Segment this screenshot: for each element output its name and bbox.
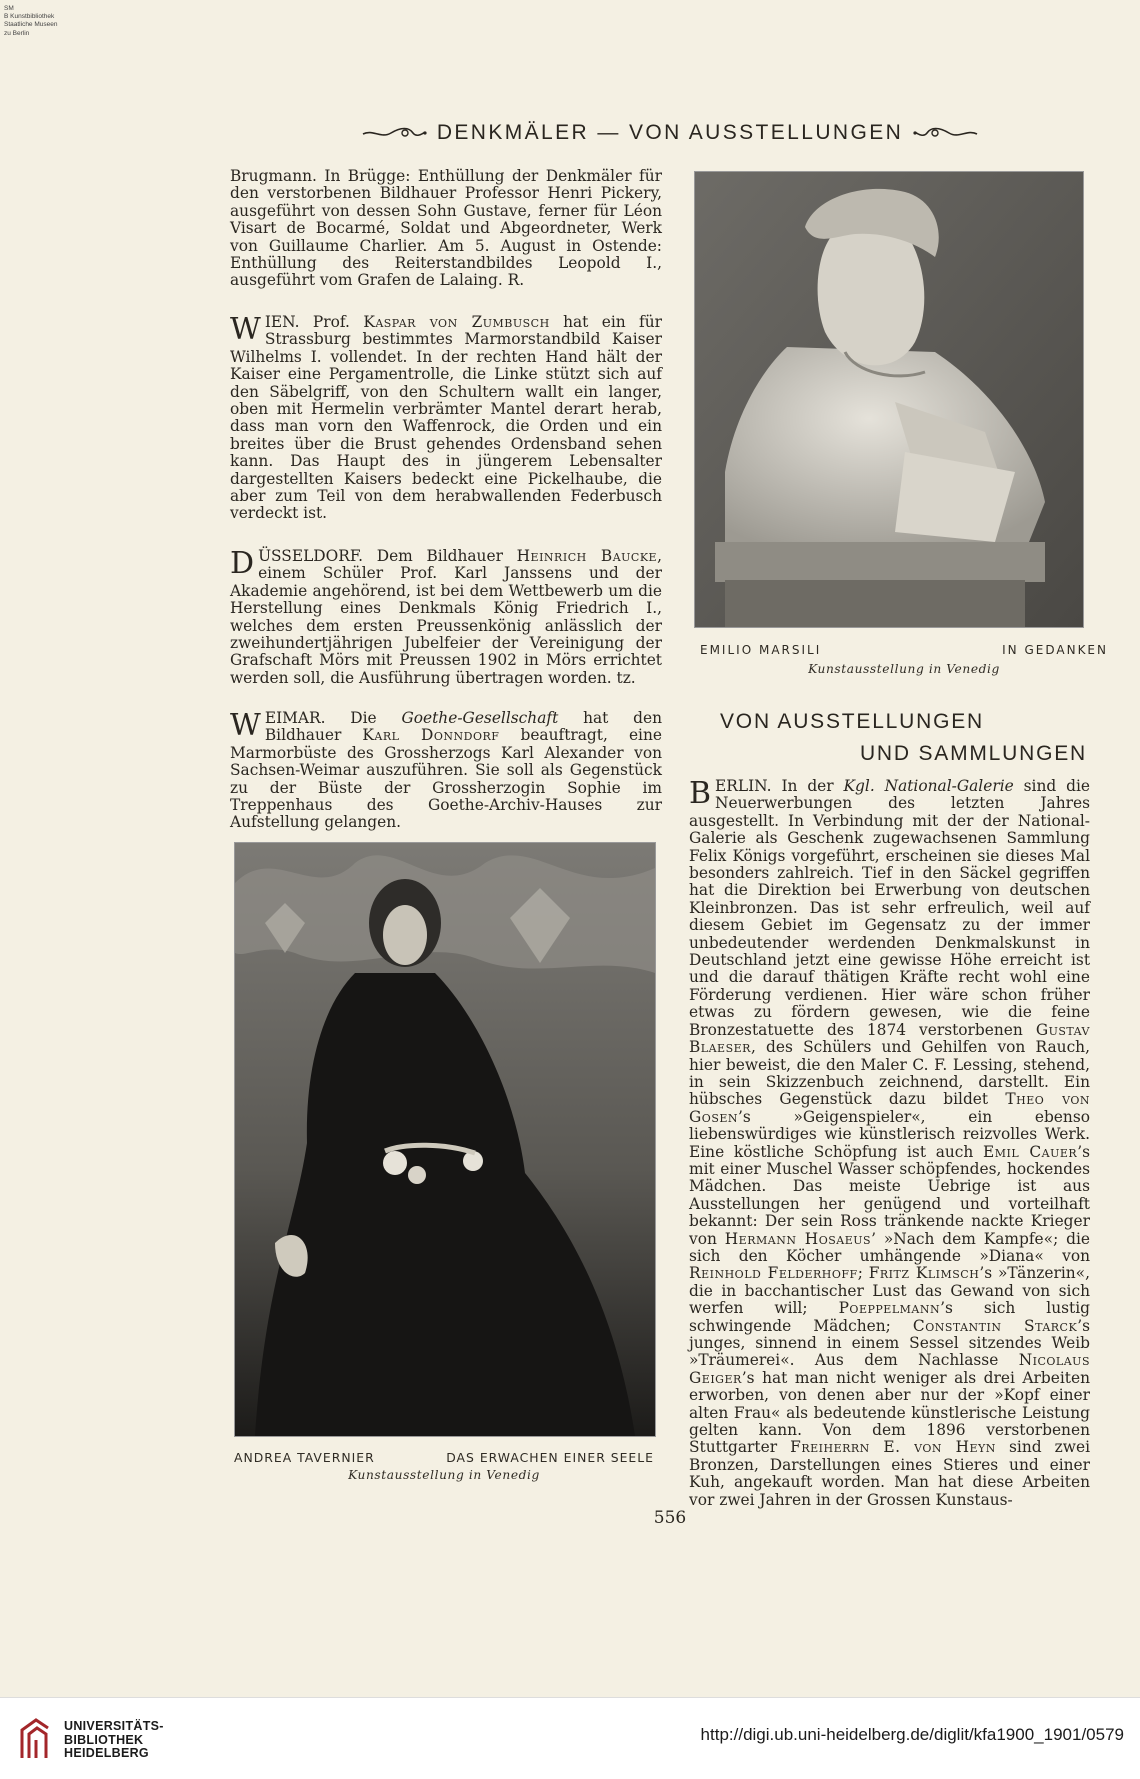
italic-term: Kgl. National-Galerie bbox=[843, 777, 1014, 795]
drop-cap: W bbox=[230, 708, 261, 743]
paragraph-text: sind zwei Bronzen, Darstellungen eines Stieres und einer Kuh, angekauft worden. Man hat diese Arbeiten vor zwei Jahren in der Grossen Kunstaus- bbox=[689, 1438, 1090, 1509]
paragraph-text: ’s sich lustig schwingende Mädchen; bbox=[689, 1299, 1090, 1335]
running-header bbox=[330, 118, 1010, 148]
bust-photo bbox=[695, 172, 1083, 627]
section-heading-line: VON AUSSTELLUNGEN bbox=[720, 710, 984, 733]
paragraph-wien bbox=[230, 314, 662, 523]
stamp-line: B Kunstbibliothek bbox=[4, 13, 55, 21]
plate-bust-image bbox=[694, 171, 1084, 628]
artist-name: Kaspar von Zumbusch bbox=[363, 313, 550, 331]
left-ornament-icon bbox=[361, 125, 427, 141]
paragraph-text: In der bbox=[771, 777, 844, 795]
caption-artist: EMILIO MARSILI bbox=[700, 643, 822, 657]
paragraph-text: ’s »Geigenspieler«, ein ebenso liebenswürdiges wie künstlerisch reizvolles Werk. Eine köstliche Schöpfung ist auch bbox=[689, 1107, 1090, 1161]
section-heading bbox=[700, 706, 1087, 770]
paragraph-text: ’s junges, sinnend in einem Sessel sitzendes Weib »Träumerei«. Aus dem Nachlasse bbox=[689, 1316, 1090, 1370]
library-name-line: HEIDELBERG bbox=[64, 1746, 149, 1760]
paragraph-text: beauftragt, eine Marmorbüste des Grossherzogs Karl Alexander von Sachsen-Weimar auszuführen. Sie soll als Gegenstück zu der Büste der Grossherzogin Sophie im Treppenhaus des Goethe-Archiv-Hauses zur Aufstellung gelangen. bbox=[230, 726, 663, 832]
paragraph-text: Die bbox=[325, 709, 402, 727]
artist-name: Heinrich Baucke bbox=[516, 547, 658, 565]
paragraph-brugmann bbox=[230, 168, 662, 290]
paragraph-duesseldorf bbox=[230, 548, 662, 687]
paragraph-text: ’s hat man nicht weniger als drei Arbeiten erworben, von denen aber nur der »Kopf einer alten Frau« als bedeutende künstlerische Leistung gelten kann. Von dem 1896 verstorbenen Stuttgarter bbox=[689, 1368, 1090, 1457]
paragraph-lead: IEN. bbox=[264, 313, 300, 331]
paragraph-text: , einem Schüler Prof. Karl Janssens und der Akademie angehörend, ist bei dem Wettbewerb um die Herstellung eines Denkmals König Friedrich I., welches dem ersten Preussenkönig anlässlich der zweihundertjährigen Jubelfeier der Vereinigung der Grafschaft Mörs mit Preussen 1902 in Mörs errichtet werden soll, die Ausführung übertragen worden. tz. bbox=[230, 547, 662, 687]
caption-portrait bbox=[234, 1450, 654, 1465]
stamp-line: SM bbox=[4, 5, 14, 12]
artist-name: Fritz Klimsch bbox=[868, 1264, 980, 1283]
caption-bust-sub: Kunstausstellung in Venedig bbox=[808, 662, 1000, 676]
caption-portrait-sub: Kunstausstellung in Venedig bbox=[348, 1468, 540, 1482]
stamp-line: Staatliche Museen bbox=[4, 21, 58, 29]
paragraph-text: , des Schülers und Gehilfen von Rauch, hier beweist, die den Maler C. F. Lessing, stehend, in sein Skizzenbuch zeichnend, darstellt. Ein hübsches Gegenstück dazu bildet bbox=[689, 1038, 1090, 1109]
artist-name: Nicolaus Geiger bbox=[689, 1351, 1090, 1387]
library-stamp bbox=[4, 5, 57, 38]
paragraph-lead: ÜSSELDORF. bbox=[258, 547, 364, 565]
paragraph-text: ’s »Tänzerin«, die in bacchantischer Lust das Gewand von sich werfen will; bbox=[689, 1264, 1090, 1318]
paragraph-text: hat den Bildhauer bbox=[264, 709, 662, 745]
artist-name: Karl Donndorf bbox=[362, 726, 500, 745]
artist-name: Hermann Hosaeus bbox=[724, 1229, 872, 1248]
paragraph-text: sind die Neuerwerbungen des letzten Jahres ausgestellt. In Verbindung mit der der National-Galerie als Geschenk zugewachsenen Sammlung Felix Königs vorgeführt, erscheinen sie dieses Mal besonders zahlreich. Tief in den Säckel gegriffen hat die Direktion bei Erwerbung von deutschen Kleinbronzen. Das ist sehr erfreulich, weil auf diesem Gebiet im Gegensatz zu der immer unbedeutender werdenden Denkmalskunst in Deutschland jetzt eine gewisse Höhe erreicht ist und die darauf thätigen Kräfte recht wohl eine Förderung verdienen. Hier wäre schon früher etwas zu fördern gewesen, wie die feine Bronzestatuette des 1874 verstorbenen bbox=[689, 777, 1090, 1039]
paragraph-berlin bbox=[689, 778, 1090, 1509]
caption-artist: ANDREA TAVERNIER bbox=[234, 1450, 375, 1465]
university-library-logo-icon bbox=[20, 1718, 50, 1760]
paragraph-lead: ERLIN. bbox=[715, 777, 772, 795]
library-name-line: UNIVERSITÄTS- bbox=[64, 1719, 164, 1733]
caption-title: IN GEDANKEN bbox=[1002, 643, 1108, 657]
portrait-painting bbox=[235, 843, 655, 1436]
page-number: 556 bbox=[653, 1508, 687, 1528]
paragraph-text: ’ »Nach dem Kampfe«; die sich den Köcher umhängende »Diana« von bbox=[689, 1229, 1091, 1265]
artist-name: Freiherrn E. von Heyn bbox=[790, 1438, 996, 1457]
italic-term: Goethe-Gesellschaft bbox=[401, 709, 559, 727]
caption-title: DAS ERWACHEN EINER SEELE bbox=[446, 1450, 654, 1465]
section-heading-line: UND SAMMLUNGEN bbox=[859, 742, 1087, 765]
footer-bar bbox=[0, 1697, 1140, 1779]
drop-cap: B bbox=[689, 776, 712, 811]
artist-name: Poeppelmann bbox=[838, 1299, 941, 1318]
library-name bbox=[64, 1720, 164, 1761]
library-name-line: BIBLIOTHEK bbox=[64, 1732, 144, 1747]
paragraph-text: ; bbox=[857, 1264, 869, 1283]
stamp-line: zu Berlin bbox=[4, 29, 30, 37]
paragraph-text: Dem Bildhauer bbox=[363, 547, 517, 565]
artist-name: Theo von Gosen bbox=[689, 1090, 1090, 1126]
paragraph-text: ’s mit einer Muschel Wasser schöpfendes, hockendes Mädchen. Das meiste Uebrige ist aus Ausstellungen her genügend und vorteilhaft bekannt: Der sein Ross tränkende nackte Krieger von bbox=[689, 1142, 1090, 1248]
drop-cap: D bbox=[230, 546, 255, 581]
artist-name: Reinhold Felderhoff bbox=[689, 1264, 858, 1283]
paragraph-weimar bbox=[230, 710, 662, 832]
artist-name: Emil Cauer bbox=[983, 1142, 1078, 1161]
right-ornament-icon bbox=[913, 125, 979, 141]
paragraph-text: Prof. bbox=[299, 313, 364, 331]
source-url-link[interactable]: http://digi.ub.uni-heidelberg.de/diglit/kfa1900_1901/0579 bbox=[700, 1725, 1124, 1744]
paragraph-text: hat ein für Strassburg bestimmtes Marmorstandbild Kaiser Wilhelms I. vollendet. In der rechten Hand hält der Kaiser eine Pergamentrolle, die Linke stützt sich auf den Säbelgriff, von den Schultern wallt ein langer, oben mit Hermelin verbrämter Mantel derart herab, dass man vorn den Waffenrock, die Orden und ein breites über die Brust gehendes Ordensband sehen kann. Das Haupt des in jüngerem Lebensalter dargestellten Kaisers bedeckt eine Pickelhaube, die aber zum Teil von dem herabwallenden Federbusch verdeckt ist. bbox=[230, 313, 663, 523]
paragraph-lead: EIMAR. bbox=[264, 709, 326, 727]
artist-name: Gustav Blaeser bbox=[689, 1020, 1090, 1057]
header-title: DENKMÄLER — VON AUSSTELLUNGEN bbox=[436, 121, 904, 144]
paragraph-text: Brugmann. In Brügge: Enthüllung der Denkmäler für den verstorbenen Bildhauer Professor Henri Pickery, ausgeführt von dessen Sohn Gustave, ferner für Léon Visart de Bocarmé, Soldat und Abgeordneter, Werk von Guillaume Charlier. Am 5. August in Ostende: Enthüllung des Reiterstandbildes Leopold I., ausgeführt vom Grafen de Lalaing. R. bbox=[230, 167, 662, 290]
artist-name: Constantin Starck bbox=[912, 1316, 1078, 1335]
plate-portrait-image bbox=[234, 842, 656, 1437]
caption-bust bbox=[700, 643, 1108, 657]
drop-cap: W bbox=[230, 312, 261, 347]
